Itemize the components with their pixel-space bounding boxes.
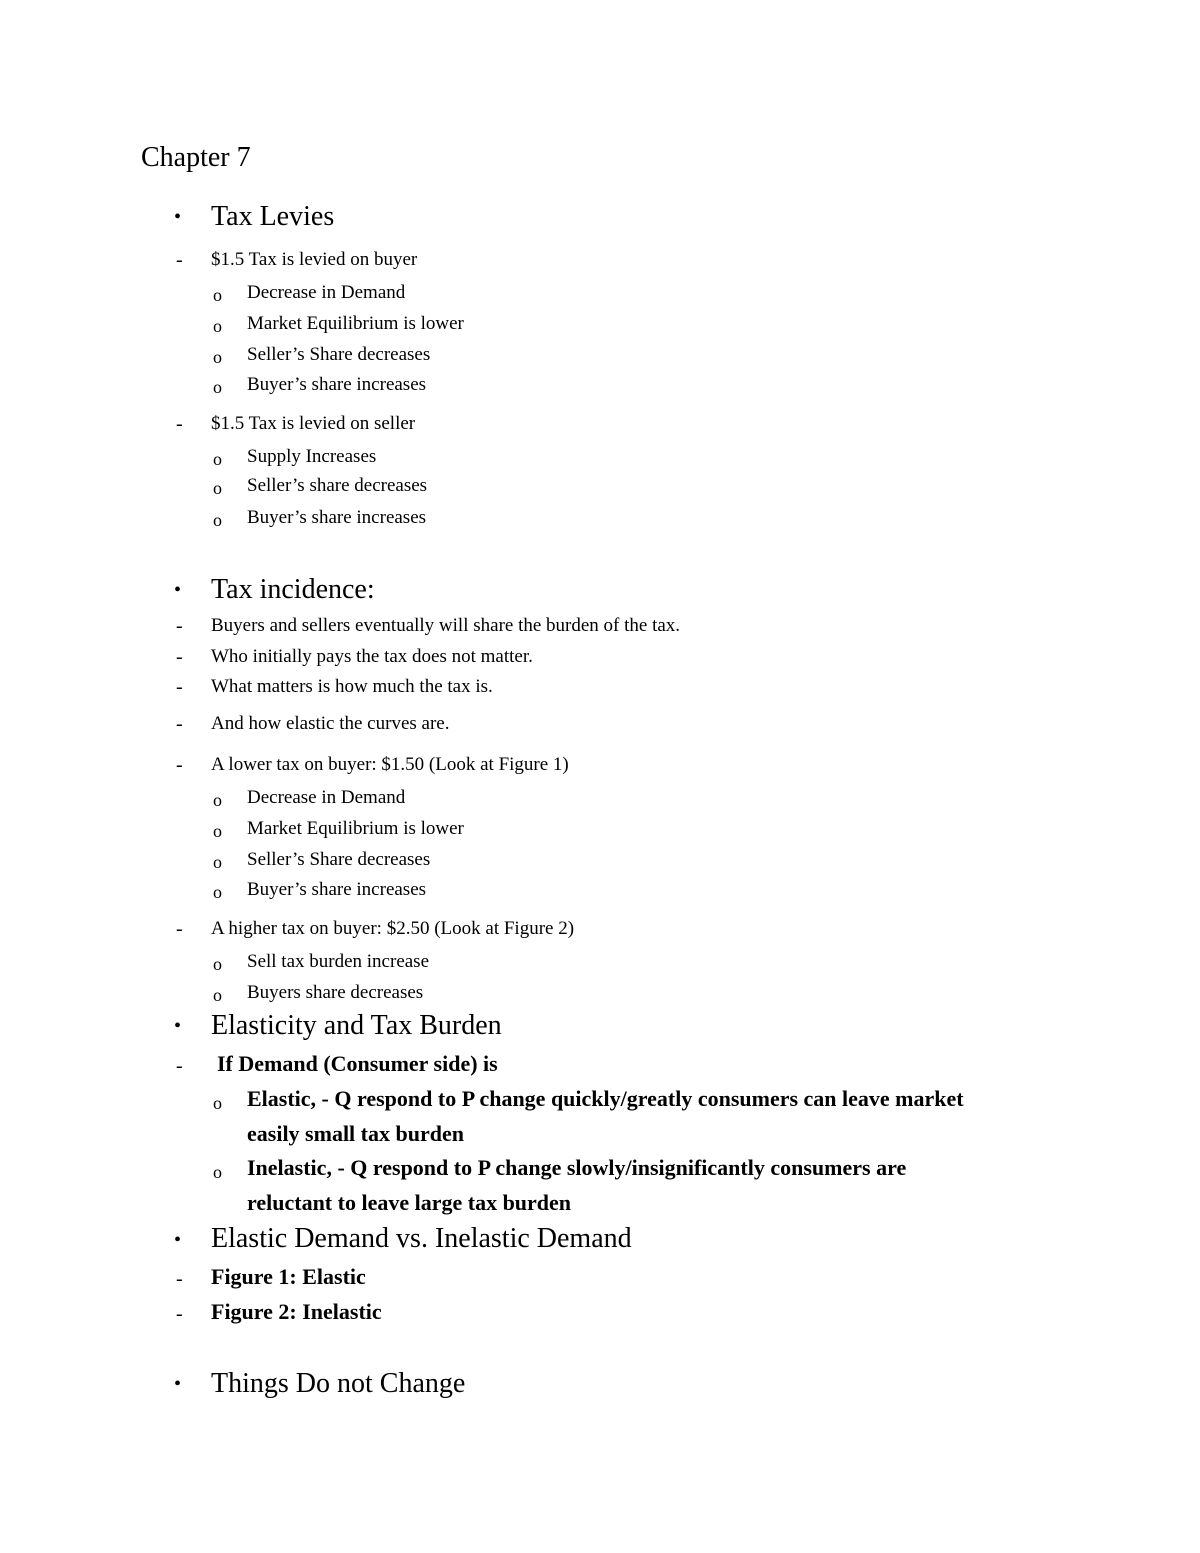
list-item: Buyer’s share increases — [247, 507, 427, 528]
list-item: Market Equilibrium is lower — [247, 313, 464, 334]
bullet-marker: • — [174, 1373, 182, 1395]
list-item: Buyers share decreases — [247, 982, 424, 1003]
list-item: Inelastic, - Q respond to P change slowly/insignificantly consumers are — [247, 1155, 907, 1180]
dash-marker: - — [176, 754, 183, 776]
dash-marker: - — [176, 1268, 183, 1290]
section-heading-elastic-vs-inelastic: Elastic Demand vs. Inelastic Demand — [211, 1223, 632, 1254]
dash-marker: - — [176, 413, 183, 435]
circle-marker: o — [213, 1093, 222, 1113]
circle-marker: o — [213, 377, 222, 397]
page-title: Chapter 7 — [141, 142, 251, 173]
list-item: Decrease in Demand — [247, 787, 406, 808]
dash-marker: - — [176, 1055, 183, 1077]
dash-marker: - — [176, 646, 183, 668]
circle-marker: o — [213, 790, 222, 810]
list-item: What matters is how much the tax is. — [211, 676, 493, 697]
list-item: Buyer’s share increases — [247, 374, 427, 395]
list-item-continuation: reluctant to leave large tax burden — [247, 1190, 572, 1215]
circle-marker: o — [213, 449, 222, 469]
circle-marker: o — [213, 478, 222, 498]
list-item: Sell tax burden increase — [247, 951, 430, 972]
circle-marker: o — [213, 821, 222, 841]
circle-marker: o — [213, 985, 222, 1005]
circle-marker: o — [213, 285, 222, 305]
circle-marker: o — [213, 347, 222, 367]
circle-marker: o — [213, 1162, 222, 1182]
circle-marker: o — [213, 316, 222, 336]
list-item: Buyer’s share increases — [247, 879, 427, 900]
section-heading-tax-incidence: Tax incidence: — [211, 574, 375, 605]
list-item: A lower tax on buyer: $1.50 (Look at Figure 1) — [211, 754, 569, 775]
bullet-marker: • — [174, 579, 182, 601]
list-item: Market Equilibrium is lower — [247, 818, 464, 839]
circle-marker: o — [213, 510, 222, 530]
dash-marker: - — [176, 615, 183, 637]
list-item: Seller’s Share decreases — [247, 344, 431, 365]
list-item: And how elastic the curves are. — [211, 713, 450, 734]
list-item: Figure 2: Inelastic — [211, 1299, 382, 1324]
list-item-continuation: easily small tax burden — [247, 1121, 464, 1146]
section-heading-tax-levies: Tax Levies — [211, 201, 335, 232]
list-item: Seller’s share decreases — [247, 475, 428, 496]
list-item: Elastic, - Q respond to P change quickly/greatly consumers can leave market — [247, 1086, 964, 1111]
section-heading-things-do-not-change: Things Do not Change — [211, 1368, 466, 1399]
list-item: $1.5 Tax is levied on seller — [211, 413, 416, 434]
list-item: Decrease in Demand — [247, 282, 406, 303]
circle-marker: o — [213, 852, 222, 872]
dash-marker: - — [176, 713, 183, 735]
list-item: Buyers and sellers eventually will share the burden of the tax. — [211, 615, 681, 636]
dash-marker: - — [176, 676, 183, 698]
list-item: If Demand (Consumer side) is — [217, 1051, 498, 1076]
dash-marker: - — [176, 249, 183, 271]
list-item: Figure 1: Elastic — [211, 1264, 366, 1289]
list-item: $1.5 Tax is levied on buyer — [211, 249, 418, 270]
list-item: A higher tax on buyer: $2.50 (Look at Figure 2) — [211, 918, 575, 939]
bullet-marker: • — [174, 206, 182, 228]
list-item: Who initially pays the tax does not matter. — [211, 646, 533, 667]
circle-marker: o — [213, 954, 222, 974]
dash-marker: - — [176, 1303, 183, 1325]
list-item: Seller’s Share decreases — [247, 849, 431, 870]
bullet-marker: • — [174, 1229, 182, 1251]
section-heading-elasticity: Elasticity and Tax Burden — [211, 1010, 502, 1041]
dash-marker: - — [176, 918, 183, 940]
circle-marker: o — [213, 882, 222, 902]
list-item: Supply Increases — [247, 446, 377, 467]
bullet-marker: • — [174, 1015, 182, 1037]
